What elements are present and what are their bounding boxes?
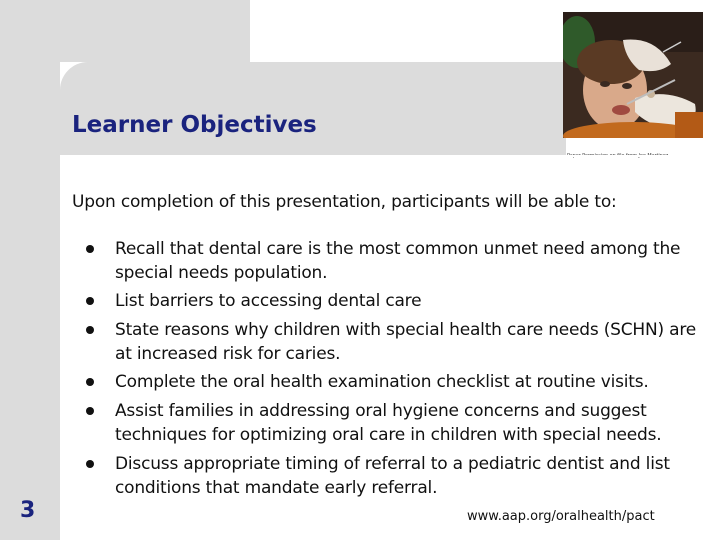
background-top-block: [60, 0, 250, 62]
list-item-text: List barriers to accessing dental care: [115, 291, 422, 311]
list-item-text: State reasons why children with special health care needs (SCHN) are at increased risk for caries.: [115, 320, 697, 364]
list-item-text: Recall that dental care is the most common unmet need among the special needs population.: [115, 239, 681, 283]
bullet-dot-icon: [86, 378, 94, 386]
list-item-text: Assist families in addressing oral hygiene concerns and suggest techniques for optimizing oral care in children with special needs.: [115, 401, 662, 445]
title-panel: [60, 62, 566, 155]
slide-title: Learner Objectives: [72, 112, 317, 138]
footer-url: www.aap.org/oralhealth/pact: [467, 509, 655, 524]
bullet-dot-icon: [86, 245, 94, 253]
bullet-dot-icon: [86, 297, 94, 305]
background-left-strip: [0, 0, 60, 540]
divider: [60, 155, 720, 157]
intro-text: Upon completion of this presentation, participants will be able to:: [72, 192, 617, 212]
slide-number: 3: [20, 498, 36, 523]
bullet-dot-icon: [86, 407, 94, 415]
bullet-dot-icon: [86, 460, 94, 468]
list-item-text: Discuss appropriate timing of referral to a pediatric dentist and list conditions that mandate early referral.: [115, 454, 670, 498]
list-item-text: Complete the oral health examination checklist at routine visits.: [115, 372, 649, 392]
dental-exam-photo: [563, 12, 703, 138]
bullet-dot-icon: [86, 326, 94, 334]
